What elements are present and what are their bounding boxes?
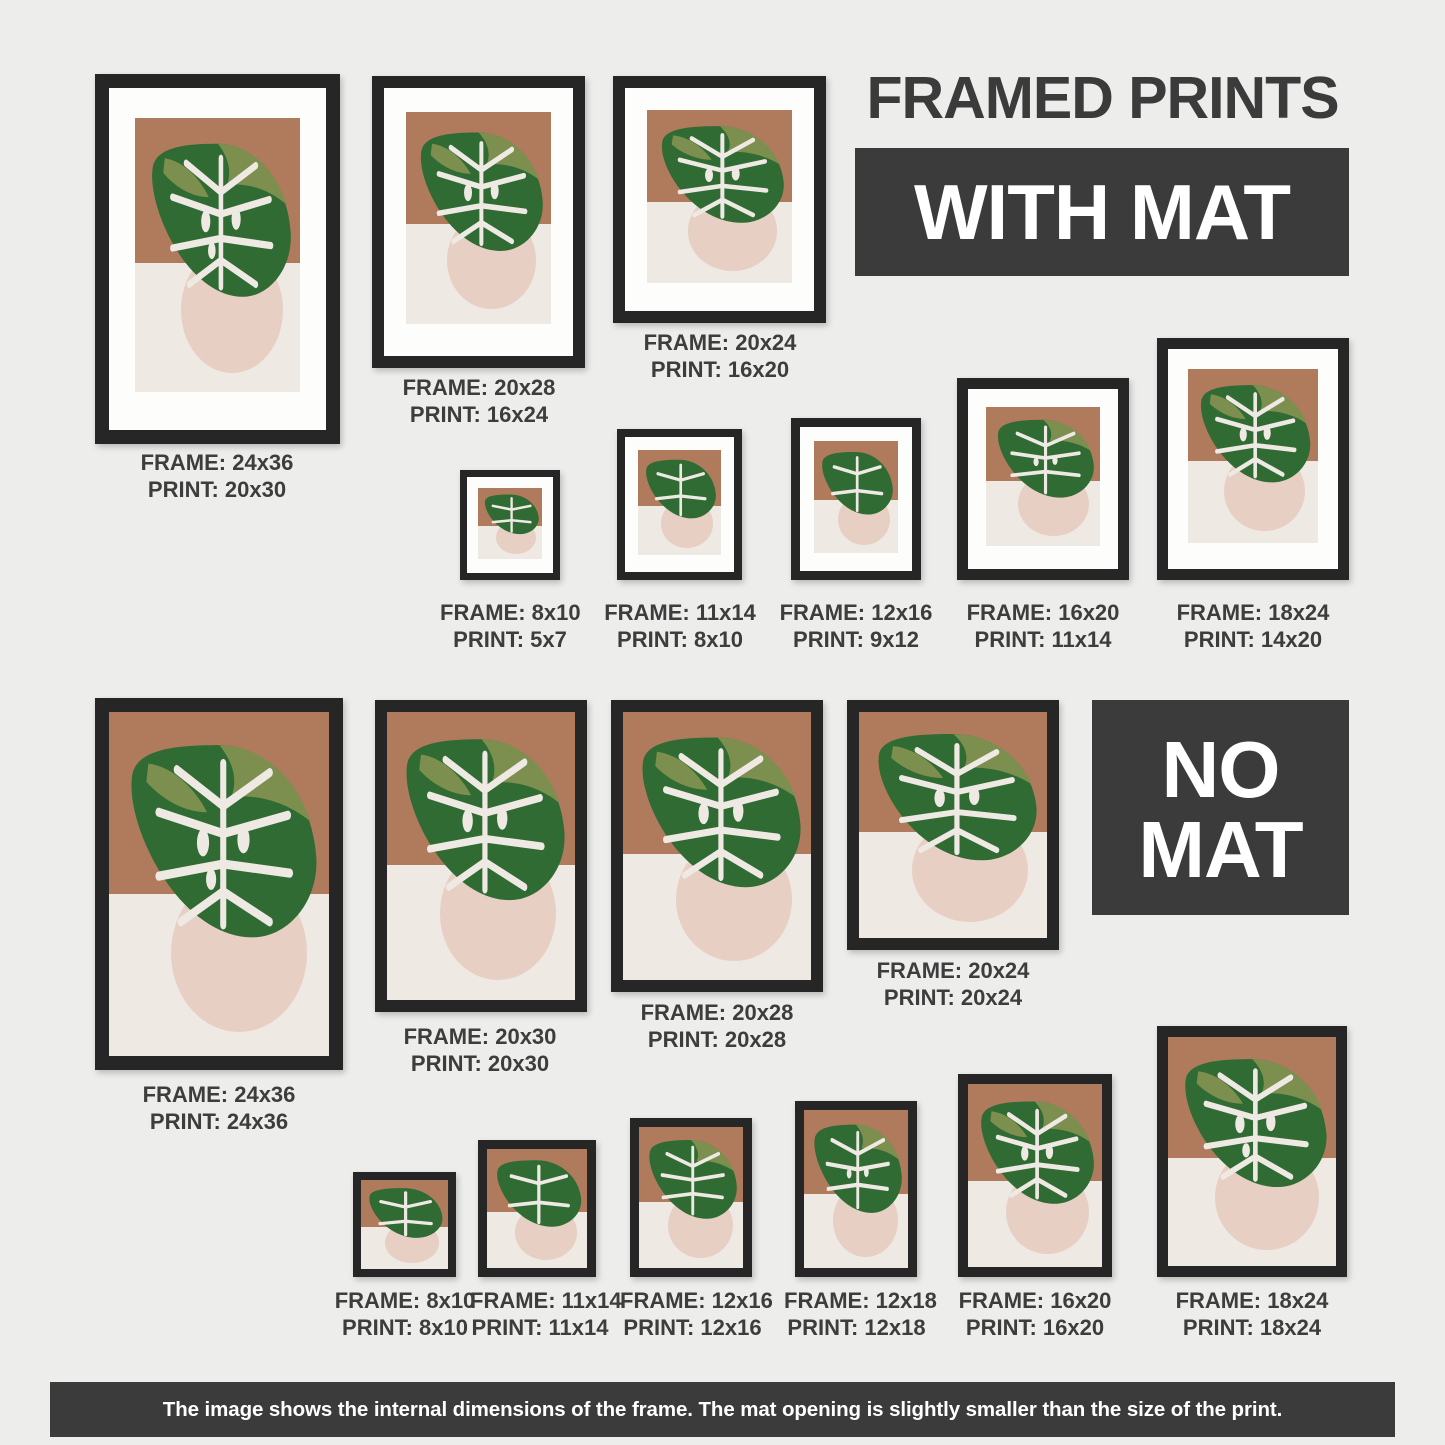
monstera-leaf-icon xyxy=(142,134,294,304)
caption-frame: FRAME: 24x36 xyxy=(140,450,294,475)
caption-frame: FRAME: 16x20 xyxy=(958,1288,1112,1313)
caption-print: PRINT: 20x24 xyxy=(883,984,1023,1010)
monstera-leaf-icon xyxy=(118,733,320,946)
framed-print-no-mat[interactable] xyxy=(958,1074,1112,1277)
framed-print-no-mat[interactable] xyxy=(795,1101,917,1277)
frame-caption xyxy=(776,600,936,654)
mat xyxy=(625,88,814,311)
artwork xyxy=(986,407,1100,546)
caption-print: PRINT: 16x20 xyxy=(965,1314,1105,1340)
monstera-leaf-icon xyxy=(481,492,540,536)
mat xyxy=(1168,349,1338,569)
monstera-leaf-icon xyxy=(991,415,1096,501)
frame-caption xyxy=(1172,1288,1332,1342)
caption-frame: FRAME: 18x24 xyxy=(1175,1288,1329,1313)
frame-caption xyxy=(363,1024,597,1078)
monstera-leaf-icon xyxy=(817,448,894,517)
artwork xyxy=(814,441,898,553)
framed-print-with-mat[interactable] xyxy=(1157,338,1349,580)
artwork xyxy=(1168,1037,1336,1266)
artwork xyxy=(639,1127,743,1268)
caption-frame: FRAME: 20x30 xyxy=(403,1024,557,1049)
artwork xyxy=(623,712,811,980)
mat xyxy=(109,88,326,430)
artwork xyxy=(804,1110,908,1268)
framed-print-with-mat[interactable] xyxy=(372,76,585,368)
caption-print: PRINT: 11x14 xyxy=(471,1314,609,1340)
monstera-leaf-icon xyxy=(1193,379,1313,487)
frame-caption xyxy=(330,1288,480,1342)
monstera-leaf-icon xyxy=(412,125,545,256)
caption-print: PRINT: 16x24 xyxy=(409,401,549,427)
monstera-leaf-icon xyxy=(491,1156,583,1230)
mat xyxy=(384,88,573,356)
artwork xyxy=(859,712,1047,938)
mat xyxy=(968,389,1118,569)
caption-print: PRINT: 14x20 xyxy=(1183,626,1323,652)
framed-print-no-mat[interactable] xyxy=(611,700,823,992)
caption-print: PRINT: 20x30 xyxy=(147,476,287,502)
frame-caption xyxy=(470,1288,622,1342)
framed-print-with-mat[interactable] xyxy=(95,74,340,444)
no-mat-banner xyxy=(1092,700,1349,915)
artwork xyxy=(638,450,721,555)
artwork xyxy=(487,1149,587,1268)
artwork xyxy=(647,110,792,283)
monstera-leaf-icon xyxy=(395,729,568,908)
framed-print-with-mat[interactable] xyxy=(957,378,1129,580)
frame-caption xyxy=(600,1000,834,1054)
caption-print: PRINT: 24x36 xyxy=(149,1108,289,1134)
caption-print: PRINT: 9x12 xyxy=(793,626,919,652)
frame-caption xyxy=(603,330,837,384)
caption-frame: FRAME: 11x14 xyxy=(604,600,756,625)
monstera-leaf-icon xyxy=(641,456,717,521)
monstera-leaf-icon xyxy=(1175,1051,1330,1193)
framed-print-no-mat[interactable] xyxy=(478,1140,596,1277)
frame-caption xyxy=(836,958,1070,1012)
monstera-leaf-icon xyxy=(631,728,804,894)
caption-print: PRINT: 12x18 xyxy=(787,1314,926,1340)
caption-print: PRINT: 8x10 xyxy=(617,626,743,652)
artwork xyxy=(406,112,551,324)
framed-print-no-mat[interactable] xyxy=(1157,1026,1347,1277)
framed-print-with-mat[interactable] xyxy=(613,76,826,323)
monstera-leaf-icon xyxy=(973,1095,1096,1208)
framed-print-no-mat[interactable] xyxy=(95,698,343,1070)
footer-note: The image shows the internal dimensions of the frame. The mat opening is slightly smaller than the size of the print. xyxy=(50,1382,1395,1437)
caption-print: PRINT: 20x28 xyxy=(647,1026,787,1052)
caption-print: PRINT: 8x10 xyxy=(342,1314,468,1340)
caption-frame: FRAME: 16x20 xyxy=(966,600,1120,625)
monstera-leaf-icon xyxy=(867,726,1040,866)
caption-print: PRINT: 5x7 xyxy=(453,626,567,652)
frame-caption xyxy=(963,600,1123,654)
framed-print-no-mat[interactable] xyxy=(375,700,587,1012)
mat xyxy=(467,477,553,573)
frame-caption xyxy=(362,375,596,429)
framed-print-no-mat[interactable] xyxy=(353,1172,456,1277)
caption-frame: FRAME: 20x28 xyxy=(402,375,556,400)
caption-frame: FRAME: 8x10 xyxy=(440,600,581,625)
frame-caption xyxy=(784,1288,937,1342)
artwork xyxy=(968,1084,1102,1267)
caption-print: PRINT: 18x24 xyxy=(1182,1314,1322,1340)
caption-frame: FRAME: 24x36 xyxy=(142,1082,296,1107)
framed-print-no-mat[interactable] xyxy=(630,1118,752,1277)
no-mat-line-1: NO xyxy=(1161,724,1280,814)
caption-print: PRINT: 16x20 xyxy=(650,356,790,382)
monstera-leaf-icon xyxy=(808,1119,904,1217)
frame-caption xyxy=(92,450,342,504)
artwork xyxy=(1188,369,1318,543)
caption-frame: FRAME: 12x16 xyxy=(620,1288,773,1313)
artwork xyxy=(387,712,575,1000)
frame-caption xyxy=(94,1082,344,1136)
monstera-leaf-icon xyxy=(364,1185,444,1240)
caption-frame: FRAME: 12x16 xyxy=(779,600,933,625)
framed-print-with-mat[interactable] xyxy=(791,418,921,580)
artwork xyxy=(135,118,300,392)
frame-caption xyxy=(1173,600,1333,654)
caption-frame: FRAME: 20x24 xyxy=(643,330,797,355)
page-title: FRAMED PRINTS xyxy=(866,65,1339,131)
no-mat-line-2: MAT xyxy=(1138,804,1303,894)
caption-frame: FRAME: 8x10 xyxy=(334,1288,476,1313)
with-mat-banner: WITH MAT xyxy=(855,148,1349,276)
caption-frame: FRAME: 11x14 xyxy=(470,1288,622,1313)
artwork xyxy=(478,488,542,559)
frame-caption xyxy=(955,1288,1115,1342)
caption-frame: FRAME: 20x28 xyxy=(640,1000,794,1025)
caption-frame: FRAME: 18x24 xyxy=(1176,600,1330,625)
caption-frame: FRAME: 20x24 xyxy=(876,958,1030,983)
mat xyxy=(800,427,912,571)
frame-caption xyxy=(440,600,580,654)
caption-print: PRINT: 11x14 xyxy=(974,626,1112,652)
monstera-leaf-icon xyxy=(643,1135,739,1222)
caption-frame: FRAME: 12x18 xyxy=(784,1288,937,1313)
caption-print: PRINT: 20x30 xyxy=(410,1050,550,1076)
monstera-leaf-icon xyxy=(653,120,786,227)
frame-caption xyxy=(600,600,760,654)
frame-caption xyxy=(620,1288,773,1342)
artwork xyxy=(109,712,329,1056)
framed-print-with-mat[interactable] xyxy=(460,470,560,580)
caption-print: PRINT: 12x16 xyxy=(623,1314,762,1340)
mat xyxy=(625,437,734,572)
artwork xyxy=(361,1180,448,1269)
framed-print-no-mat[interactable] xyxy=(847,700,1059,950)
framed-print-with-mat[interactable] xyxy=(617,429,742,580)
